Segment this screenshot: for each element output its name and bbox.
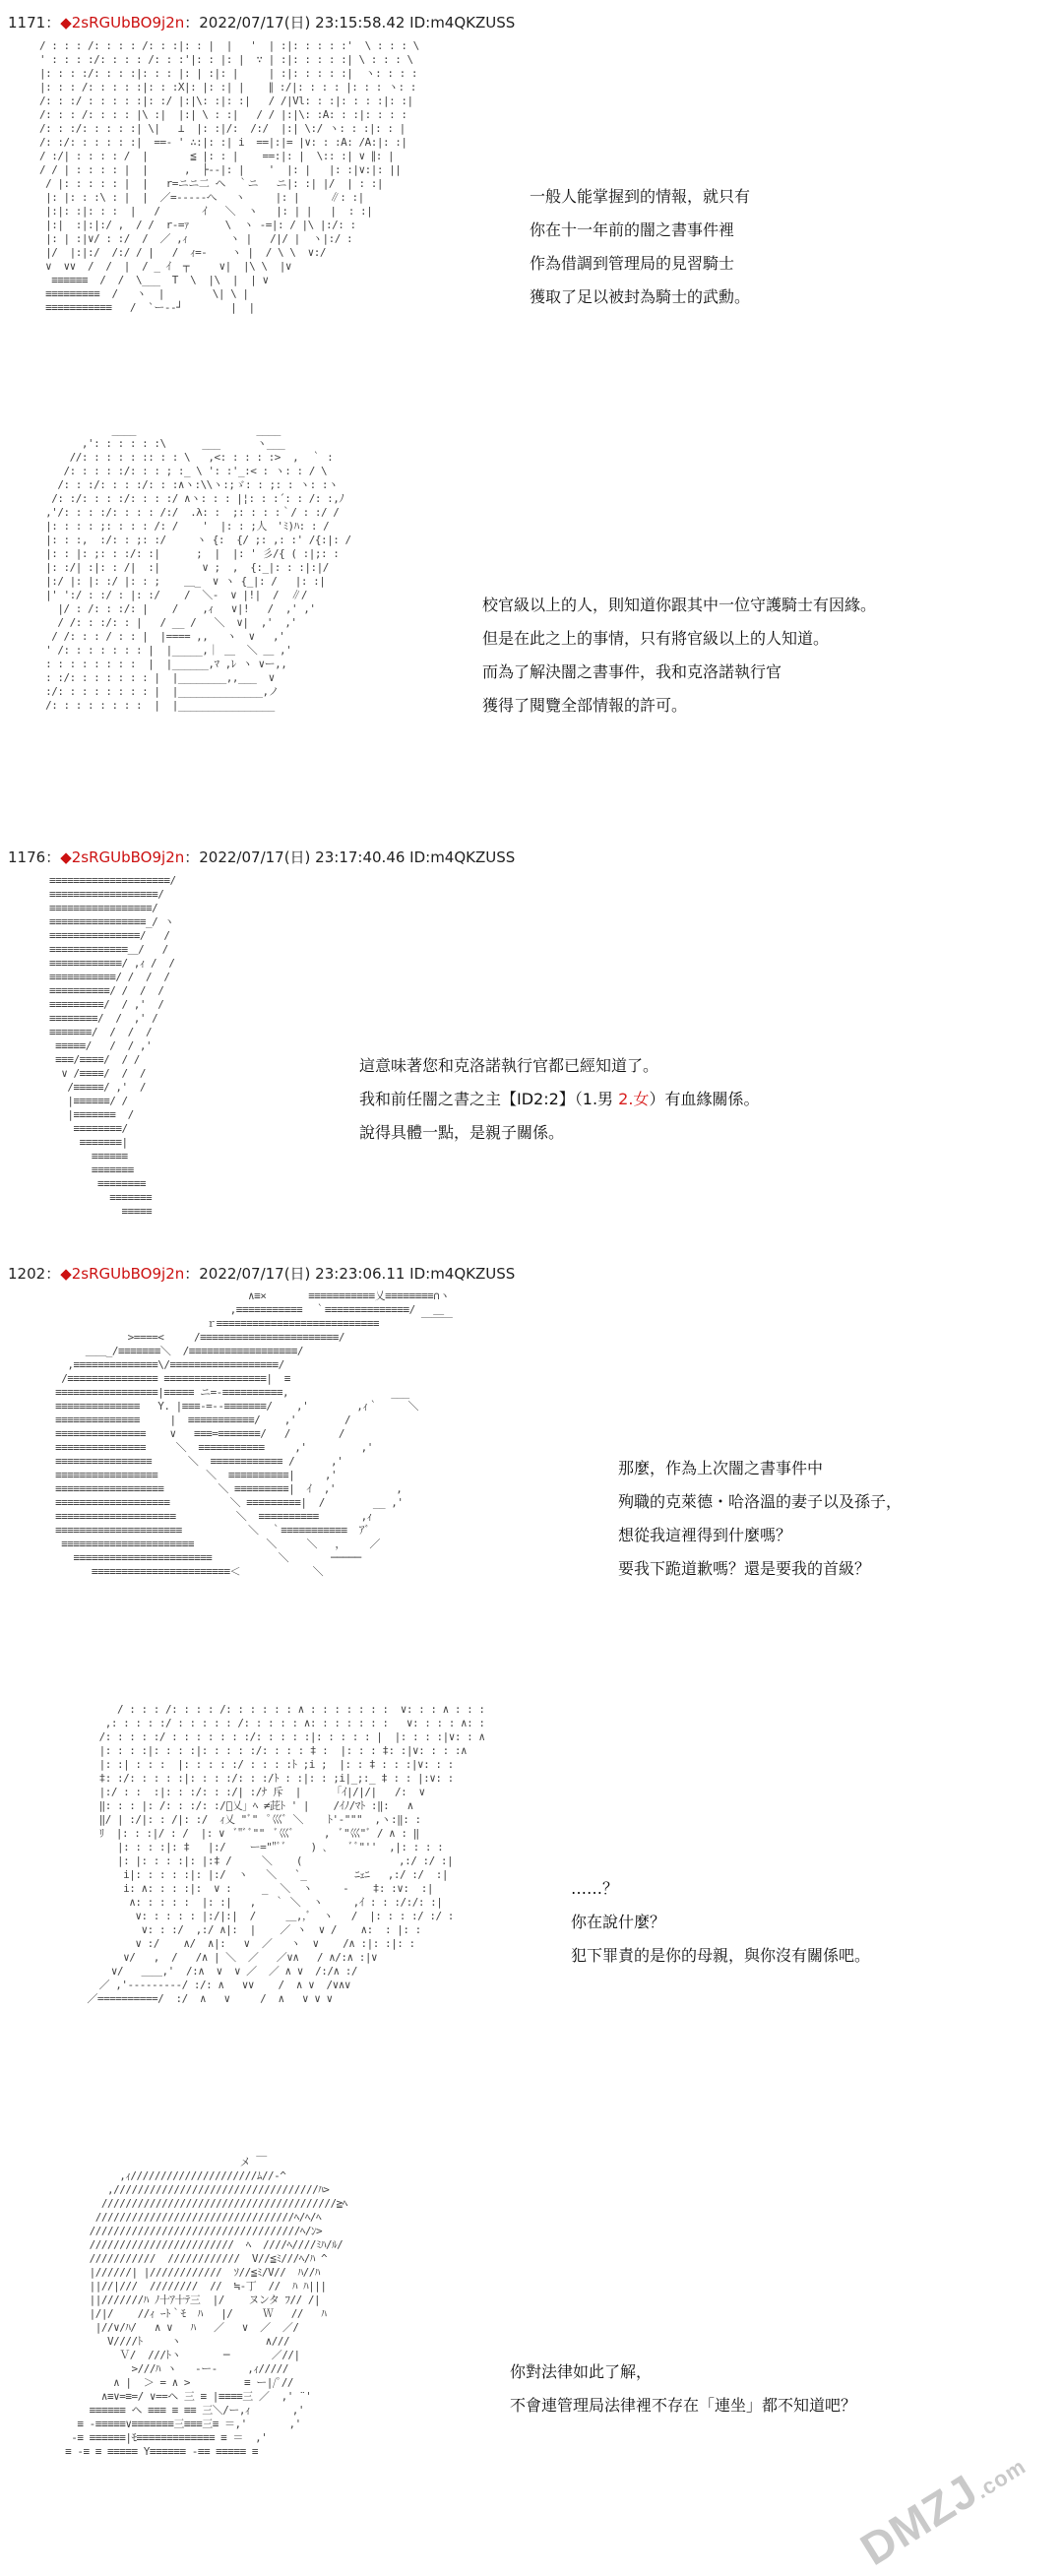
site-watermark: [851, 2434, 1033, 2576]
ascii-art-figure: メ ￣ ,ｨ/////////////////////ﾑ//-^ ,//////////////////////////////////ﾊ> ///////////////////////////////////////≧ﾍ /////////////////////////////////ﾍ/ﾍ/ﾍ ///////////////////////////////////ﾍ/ﾝ> //////////////////////// ﾍ ////ﾍ////ﾐﾊ/ﾙ/ /////////// //////////// V//≦ﾐ///ﾍ/ﾊ ^ |//////| |//////////// ｿ//≦ﾐ/V// ﾊ//ﾊ ||//|/// //////// // ≒-丁 // ﾊ ﾊ||| ||///////ﾊ ﾉ十ｱ十ﾃ三 |/ ヌンタ ﾌ// /| |/|/ //ｨ ｰﾄ｀ﾓ ﾊ |/ Ｗ // ﾊ |//∨/ﾊ/ ∧ ∨ ﾊ ／ ∨ ／ ／/ V////ﾄ ヽ ∧/// Ｖ/ ///ﾄヽ ─ ／//| >///ﾊ ヽ ‐ー‐ ,ｨ///// ∧ | ＞ = ∧ > ≡ ー|/ﾟ// ∧≡∨=≡=/ ∨==ヘ 三 ≡ |≡≡≡≡三 ／ ,' ¨' ≡≡≡≡≡≡ ヘ ≡≡≡ ≡ ≡≡ 三＼/ー,ｨ ,' ≡ ‐≡≡≡≡≡∨≡≡≡≡≡≡≡三≡≡≡三≡ ＝,' ,' ‐≡ ≡≡≡≡≡≡|ﾓ≡≡≡≡≡≡≡≡≡≡≡≡≡ ≡ ＝ ,' ≡ ‐≡ ≡ ≡≡≡≡≡ Y≡≡≡≡≡≡ ‐≡≡ ≡≡≡≡≡ ≡: [65, 2156, 347, 2458]
dialogue-line: 說得具體一點，是親子關係。: [359, 1123, 565, 1142]
separator: ：: [45, 14, 61, 31]
dialogue-line: 殉職的克萊德・哈洛溫的妻子以及孫子，: [618, 1492, 903, 1511]
dialogue-block: [510, 2356, 856, 2422]
dialogue-line: 獲取了足以被封為騎士的武勳。: [530, 287, 751, 306]
ascii-art-figure: / : : : /: : : : /: : :|: : | | ' | :|: : : : :' \ : : : \ ' : : : :/: : : : /: : :'|: : |: | ∵ | :|: : : : :| \ : : : \ |: : : :/: : : :|: : : |: | :|: | | :|: : : : :| ヽ: : : : |: : : /: : : : :|: : :X|: |: :| | ∥ :/|: : : : |: : : ヽ: : /: : :/ : : : : :|: :/ |:|\: :|: :| / /|Vl: : :|: : : :|: :| /: : : /: : : : |\ :| |:| \ : :| / / |:|\: :A: : :|: : : : /: : :/: : : : :| \| ⊥ |: :|/: /:/ |:| \:/ ヽ: : :|: : | /: :/: : : : : :| ==- ' ∴:|: :| i ==|:|= |∨: : :A: /A:|: :| / :/| : : : : / | ≦ |: : | ==:|: | \:: :| ∨ ∥: | / / | : : : : | | , ├--|: | ' |: | |: :|∨:|: || / |: : : : : | | r=ニニ二 ヘ ｀ニ ニ|: :| |/ | : :| |: |: : :\ : | | ／=-‐‐‐‐へ ヽ |: | ∥: :| |:|: :|: : : | / ｲ ＼ ヽ |: | | | : :| |:| :|:|:/ , / / r-=ｧ \ ヽ -=|: / |\ |:/: : |: | :|∨/ : :/ / ／ ,ｨ ヽ | /|/ | ヽ|:/ : |/ |:|:/ /:/ / | / ｨ=- ヽ | / \ \ ∨:/ ∨ ∨∨ / / | / _ ｲ ┬ ∨| |\ \ |∨ ≡≡≡≡≡≡ / / \___ T \ |\ | | ∨ ≡≡≡≡≡≡≡≡≡ / ヽ | \| \ | ≡≡≡≡≡≡≡≡≡≡≡ / `ー-‐┘ | |: [39, 39, 419, 314]
poster-name[interactable]: ◆2sRGUbBO9j2n: [60, 14, 185, 31]
poster-name[interactable]: ◆2sRGUbBO9j2n: [60, 848, 185, 866]
dialogue-line: 想從我這裡得到什麼嗎？: [618, 1526, 792, 1544]
dialogue-line: 一般人能掌握到的情報，就只有: [530, 187, 751, 206]
separator: ：: [45, 1265, 61, 1283]
ascii-art-figure: ∧≡× ≡≡≡≡≡≡≡≡≡≡≡乂≡≡≡≡≡≡≡≡∩ヽ ,≡≡≡≡≡≡≡≡≡≡≡ ｀≡≡≡≡≡≡≡≡≡≡≡≡≡≡/ ＿ ｒ≡≡≡≡≡≡≡≡≡≡≡≡≡≡≡≡≡≡≡≡≡≡≡≡≡≡≡ ￣￣￣ >====< /≡≡≡≡≡≡≡≡≡≡≡≡≡≡≡≡≡≡≡≡≡≡≡/ ＿＿_/≡≡≡≡≡≡≡＼ /≡≡≡≡≡≡≡≡≡≡≡≡≡≡≡≡≡≡/ ,≡≡≡≡≡≡≡≡≡≡≡≡≡≡\/≡≡≡≡≡≡≡≡≡≡≡≡≡≡≡≡≡≡/ /≡≡≡≡≡≡≡≡≡≡≡≡≡≡≡ ≡≡≡≡≡≡≡≡≡≡≡≡≡≡≡≡≡| ≡ ≡≡≡≡≡≡≡≡≡≡≡≡≡≡≡≡≡|≡≡≡≡≡ ニ=-≡≡≡≡≡≡≡≡≡≡, ___ ≡≡≡≡≡≡≡≡≡≡≡≡≡≡ Y. |≡≡≡-=--≡≡≡≡≡≡≡/ ,' ,ｨ｀ ＼ ≡≡≡≡≡≡≡≡≡≡≡≡≡≡ | ≡≡≡≡≡≡≡≡≡≡≡/ ,' / ≡≡≡≡≡≡≡≡≡≡≡≡≡≡≡ ∨ ≡≡≡=≡≡≡≡≡≡≡/ / / ≡≡≡≡≡≡≡≡≡≡≡≡≡≡≡ ＼ ≡≡≡≡≡≡≡≡≡≡≡ ,' ,' ≡≡≡≡≡≡≡≡≡≡≡≡≡≡≡≡ ＼ ≡≡≡≡≡≡≡≡≡≡≡≡ / ,' ≡≡≡≡≡≡≡≡≡≡≡≡≡≡≡≡≡ ＼ ≡≡≡≡≡≡≡≡≡≡| ,' ≡≡≡≡≡≡≡≡≡≡≡≡≡≡≡≡≡≡ ＼ ≡≡≡≡≡≡≡≡≡| ｲ ,' , ≡≡≡≡≡≡≡≡≡≡≡≡≡≡≡≡≡≡≡ ＼ ≡≡≡≡≡≡≡≡≡| / __ ,' ≡≡≡≡≡≡≡≡≡≡≡≡≡≡≡≡≡≡≡≡ ＼ ≡≡≡≡≡≡≡≡≡≡ ,ｨ ≡≡≡≡≡≡≡≡≡≡≡≡≡≡≡≡≡≡≡≡≡ ＼ ｀≡≡≡≡≡≡≡≡≡≡≡ ｱﾞ ≡≡≡≡≡≡≡≡≡≡≡≡≡≡≡≡≡≡≡≡≡≡ ＼ ＼ ， ／ ≡≡≡≡≡≡≡≡≡≡≡≡≡≡≡≡≡≡≡≡≡≡≡ ＼ ───── ≡≡≡≡≡≡≡≡≡≡≡≡≡≡≡≡≡≡≡≡≡≡≡＜ ＼: [55, 1289, 453, 1578]
dialogue-line: 要我下跪道歉嗎？還是要我的首級？: [618, 1559, 871, 1578]
post-number: 1202: [8, 1265, 46, 1283]
dialogue-line: 你在說什麼？: [571, 1913, 666, 1931]
dialogue-text: ）有血緣關係。: [649, 1090, 760, 1108]
highlight-option: 2.女: [618, 1090, 650, 1108]
dialogue-block: [482, 589, 876, 723]
dialogue-line: [359, 1083, 759, 1116]
post-meta: ：2022/07/17(日) 23:23:06.11 ID:m4QKZUSS: [184, 1265, 516, 1283]
ascii-art-figure: ≡≡≡≡≡≡≡≡≡≡≡≡≡≡≡≡≡≡≡≡/ ≡≡≡≡≡≡≡≡≡≡≡≡≡≡≡≡≡≡/ ≡≡≡≡≡≡≡≡≡≡≡≡≡≡≡≡≡/ ≡≡≡≡≡≡≡≡≡≡≡≡≡≡≡≡_/ ヽ ≡≡≡≡≡≡≡≡≡≡≡≡≡≡≡/ / ≡≡≡≡≡≡≡≡≡≡≡≡≡＿/ / ≡≡≡≡≡≡≡≡≡≡≡≡/ ,ｨ / / ≡≡≡≡≡≡≡≡≡≡≡/ / / / ≡≡≡≡≡≡≡≡≡≡/ / / / ≡≡≡≡≡≡≡≡≡/ / ,' / ≡≡≡≡≡≡≡≡/ / ,' / ≡≡≡≡≡≡≡/ / / / ≡≡≡≡≡/ / / ,' ≡≡≡/≡≡≡≡/ / / ∨ /≡≡≡≡/ / / /≡≡≡≡≡/ ,' / |≡≡≡≡≡≡/ / |≡≡≡≡≡≡≡ / ≡≡≡≡≡≡≡≡/ ≡≡≡≡≡≡≡| ≡≡≡≡≡≡ ≡≡≡≡≡≡≡ ≡≡≡≡≡≡≡≡ ≡≡≡≡≡≡≡ ≡≡≡≡≡: [49, 874, 176, 1218]
post-header-1176: [8, 847, 515, 867]
dialogue-line: 校官級以上的人，則知道你跟其中一位守護騎士有因緣。: [482, 596, 877, 614]
post-number: 1171: [8, 14, 46, 31]
dialogue-block: [359, 1049, 759, 1150]
ascii-art-figure: / : : : /: : : : /: : : : : : ∧ : : : : : : : ∨: : : ∧ : : : ,: : : : :/ : : : : : /: : : : : ∧: : : : : : : ∨: : : : ∧: : /: : : : :/ : : : : : : :/: : : : :|: : : : : | |: : : :|∨: : ∧ |: : : :|: : : :|: : : : :/: : : : ‡ : |: : : ‡: :|∨: : : :∧ |: :| : : : |: : : : :/ : : : :ﾄ ;i ; |: : ‡ : : :|∨: : : ‡: :/: : : : :|: : : :/: : :/ﾄ : :|: : ;i|_;:_ ‡ : : |:∨: : |:/ : : :|: : :/: : :/| :/ﾅ 斥 | 「ｲ|/|/| /: ∨ ‖: : : |: /: : :/: :/ﾟ乂」ﾍ ≠茈ﾄ ' | /ｲﾉ/ﾏﾄ :‖: ∧ ‖/ | :/|: : /|: :/ ｨ乂 "ﾞ" ﾟ巛ﾞ ＼ ﾄ'-""" ,ヽ:‖: : ﾘ |: : :|/ : / |: ∨ ﾞ"ﾞﾞ"" ﾞ巛ﾞ , ﾞ"巛"ﾞ / ∧ : ‖ |: : : :|: ‡ |:/ ー=""ﾞﾞ ) ､ ﾞﾞ"'' ,|: : : : |: |: : : :|: |:‡ / ＼ ( ,:/ :/ :| i|: : : : :|: |:/ ヽ ＼ `_ ﾆｪﾆ ,:/ :/ :| i: ∧: : : :|: ∨ : _ ＼ ヽ ‐ ‡: :∨: :| ∧: : : : : |: :| , ｀ ＼ ヽ ,ｲ : : :/:/: :| ∨: : : : : |:/|:| / ＿,,ﾞ ヽ / |: : : :/ :/ : ∨: : :/ ,:/ ∧|: | ／ ヽ ∨ / ∧: : |: : ∨ :/ ∧/ ∧|: ∨ ／ ヽ ∨ /∧ :|: :|: : ∨/ , / /∧ | ＼ ／ ／∨∧ / ∧/:∧ :|∨ ∨/ ＿＿,' /:∧ ∨ ∨ ／ ／ ∧ ∨ /:/∧ :/ ／ ,'---------/ :/: ∧ ∨∨ / ∧ ∨ /∨∧∨ ／==========/ :/ ∧ ∨ / ∧ ∨ ∨ ∨: [87, 1703, 485, 2005]
dialogue-line: 但是在此之上的事情，只有將官級以上的人知道。: [482, 629, 830, 648]
dialogue-line: 作為借調到管理局的見習騎士: [530, 254, 735, 273]
watermark-text: DMZJ: [851, 2464, 987, 2575]
dialogue-block: [571, 1872, 870, 1973]
dialogue-block: [618, 1452, 902, 1586]
dialogue-line: 你對法律如此了解，: [510, 2362, 653, 2381]
post-meta: ：2022/07/17(日) 23:17:40.46 ID:m4QKZUSS: [184, 848, 516, 866]
dialogue-line: 這意味著您和克洛諾執行官都已經知道了。: [359, 1056, 659, 1075]
post-header-1202: [8, 1263, 515, 1284]
post-header-1171: [8, 12, 515, 32]
dialogue-line: 不會連管理局法律裡不存在「連坐」都不知道吧？: [510, 2396, 857, 2415]
post-meta: ：2022/07/17(日) 23:15:58.42 ID:m4QKZUSS: [184, 14, 516, 31]
dialogue-line: 獲得了閱覽全部情報的許可。: [482, 696, 688, 715]
dialogue-line: 那麼，作為上次闇之書事件中: [618, 1459, 824, 1477]
dialogue-line: 而為了解決闇之書事件，我和克洛諾執行官: [482, 662, 782, 681]
poster-name[interactable]: ◆2sRGUbBO9j2n: [60, 1265, 185, 1283]
dialogue-line: ……？: [571, 1879, 619, 1898]
watermark-suffix: .com: [970, 2453, 1032, 2504]
dialogue-line: 犯下罪責的是你的母親，與你沒有關係吧。: [571, 1946, 871, 1965]
ascii-art-figure: ____ ____ ,': : : : : :\ ___ ヽ___ //: : : : : :: : : \ ,<: : : : :> , ｀ : /: : : : :/: : : ; :_ \ ': :'_:< : ヽ: : / \ /: : :/: : : :/: : :∧ヽ:\\ヽ:;ゞ: : ;: : ヽ: :ヽ /: :/: : : :/: : : :/ ∧ヽ: : : |¦: : :´: : /: :,ﾉ ,'/: : : :/: : : : /:/ .λ: : ;: : : :｀/ : :/ / |: : : : ;: : : : /: / ' |: : ;人 'ﾐ)ﾊ: : / |: : :, :/: : ;: :/ ヽ {: {/ ;: ,: :' /{:|: / |: : |: ;: : :/: :| ; | |: ' 彡/{ ( :|;: : |: :/| :|: : /| :| ∨ ; , {:_|: : :|:|/ |:/ |: |: :/ |: : ; ＿_ ∨ ヽ {_|: / |: :| |' ':/ : :/ : |: :/ / ＼- ∨ |!| / ∥/ |/ : /: : :/: | / ,ｨ ∨|! / ,' ,' / /: : :/: : | / __ / ＼ ∨| ,' ,' / /: : : / : : | |==== ,, ヽ ∨ ,' ' /: : : : : : : | |_____,｜ ＿ ＼ ＿ ,' : : : : : : : : | |______,ﾏ ,ﾚ ヽ ∨ー,, : :/: : : : : : : | |________,,___ ∨ :/: : : : : : : : | |______________,ノ /: : : : : : : : | |________________: [45, 423, 351, 712]
dialogue-block: [530, 180, 750, 314]
post-number: 1176: [8, 848, 46, 866]
dialogue-line: 你在十一年前的闇之書事件裡: [530, 220, 735, 239]
dialogue-text: 我和前任闇之書之主【ID2:2】（1.男: [359, 1090, 619, 1108]
separator: ：: [45, 848, 61, 866]
